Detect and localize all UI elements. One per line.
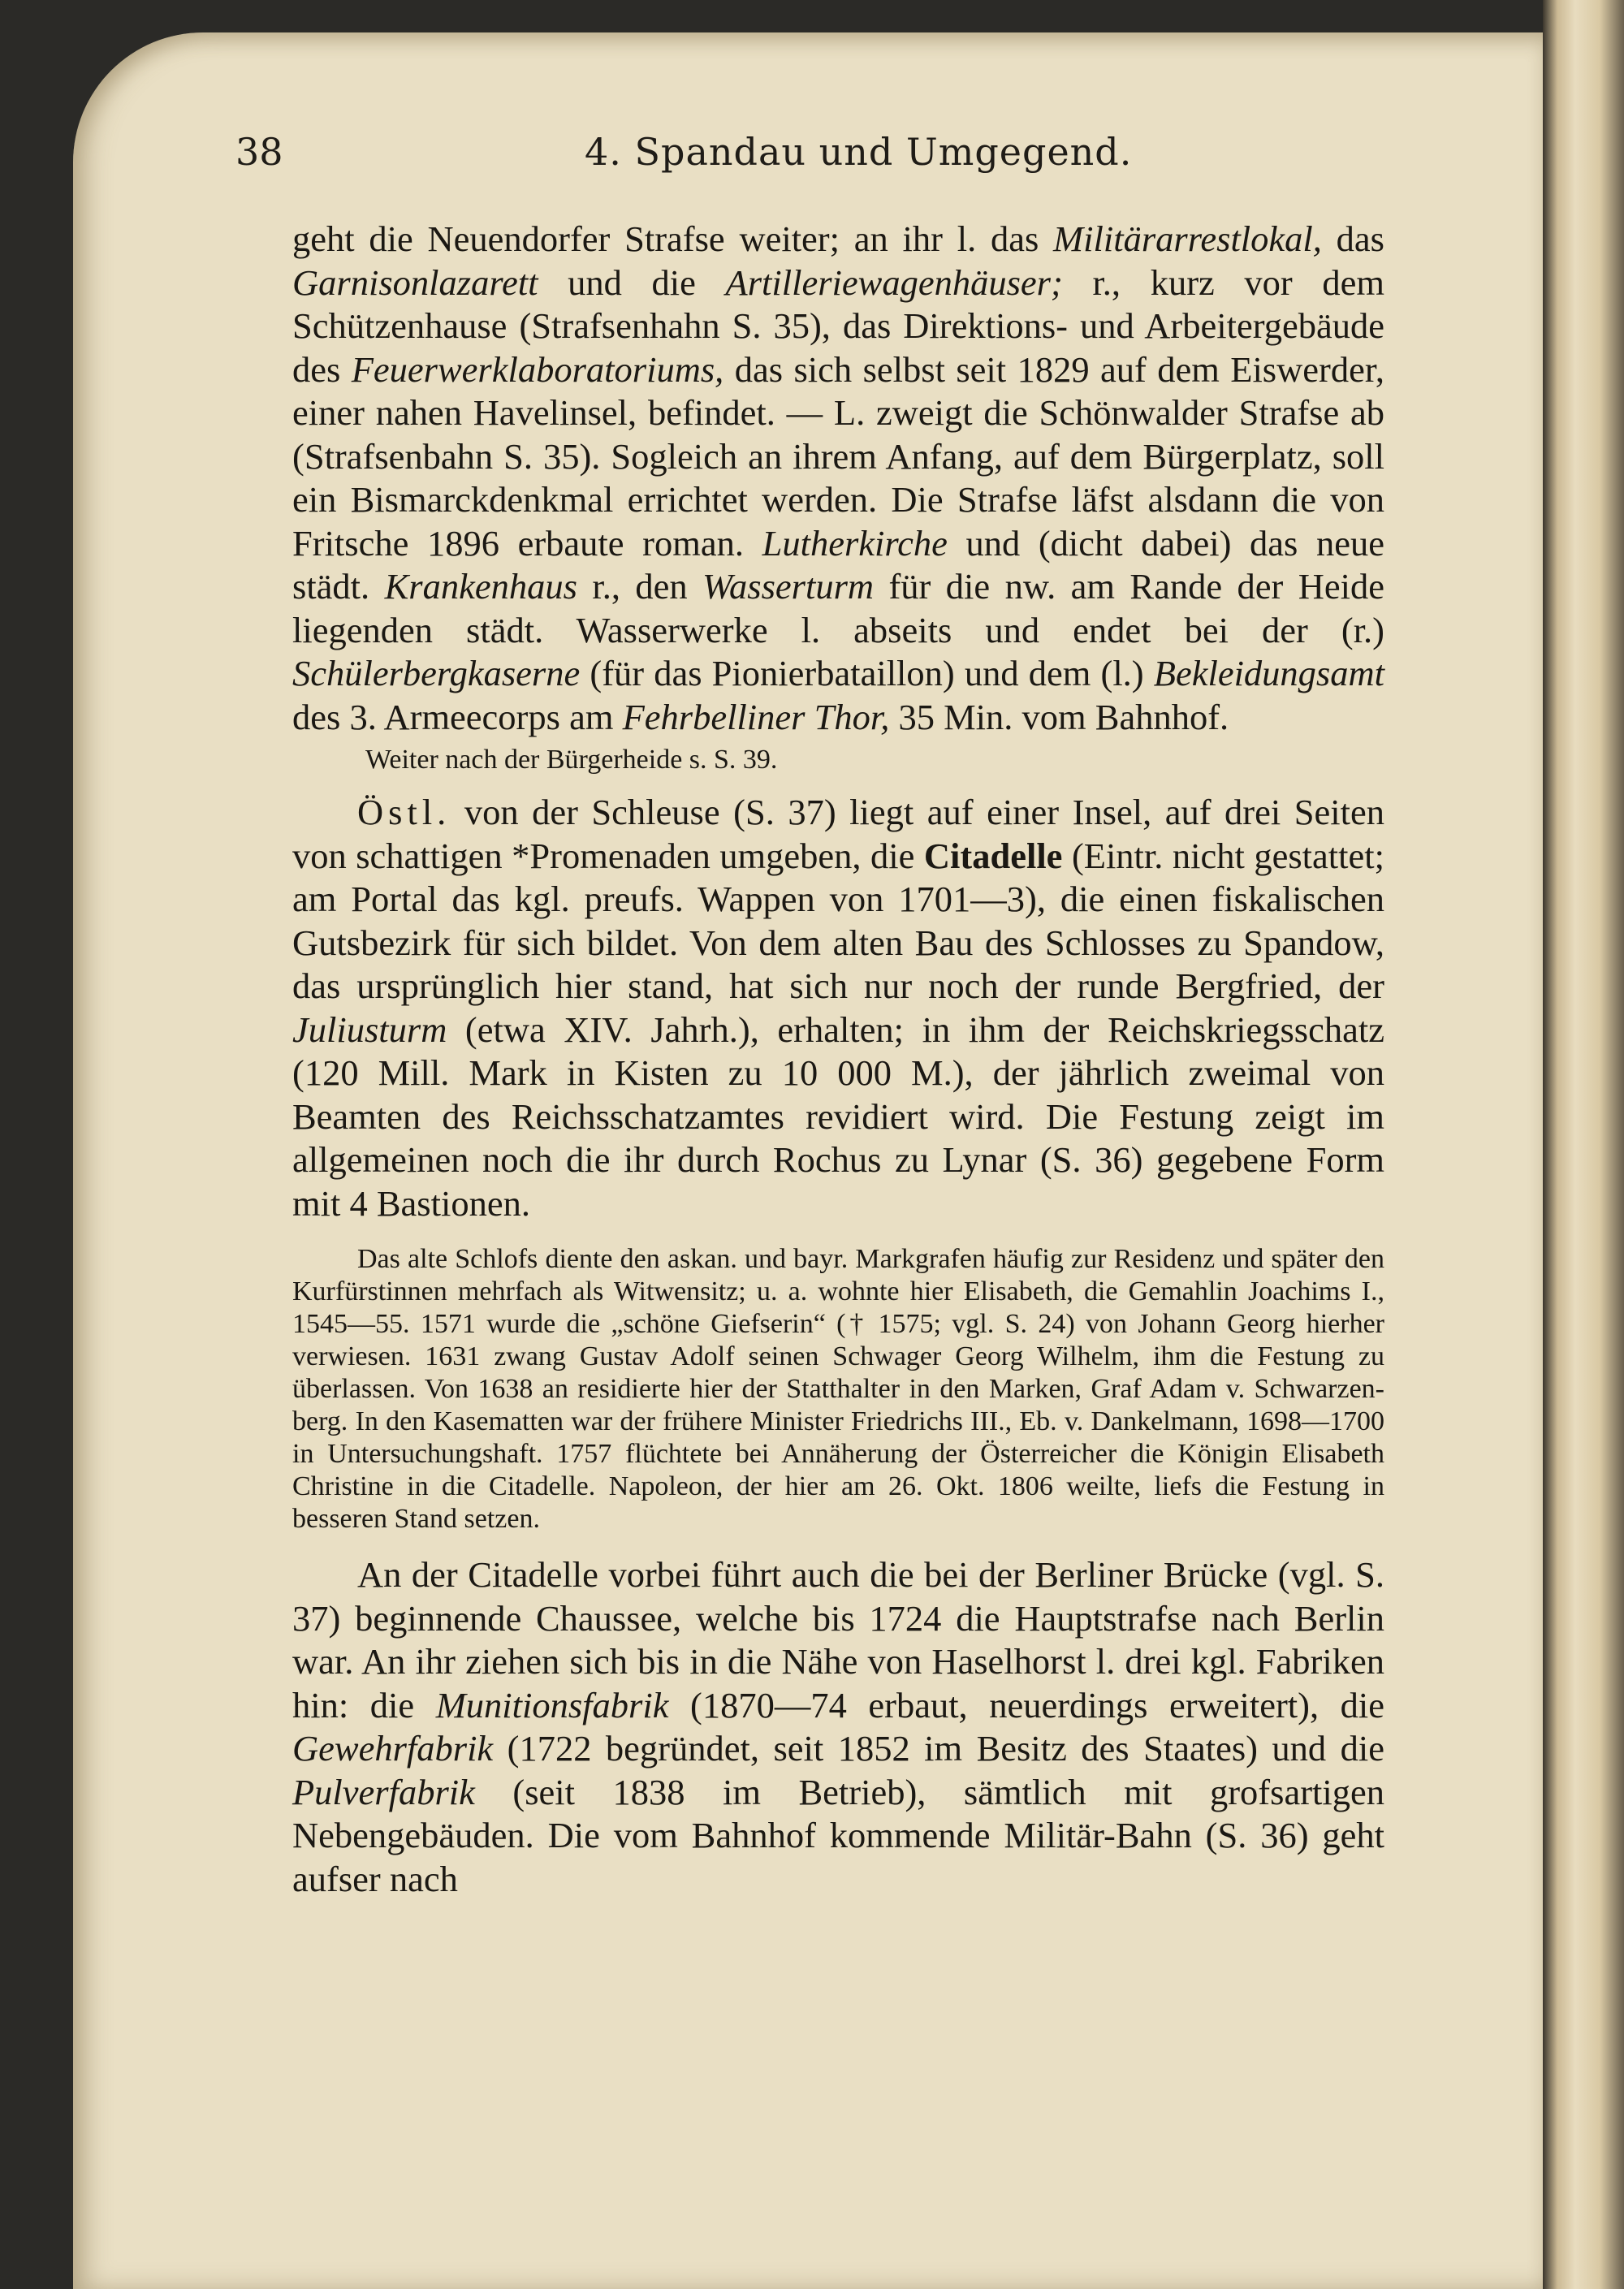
emphasis: Juliusturm	[292, 1008, 447, 1050]
emphasis: Schülerbergkaserne	[292, 653, 581, 693]
text-run: (etwa XIV. Jahrh.), erhalten; in ihm der Reichskriegsschatz (120 Mill. Mark in Kisten zu 10 000 M.), der jährlich zweimal von Beamten des Reichsschatzamtes revidiert wird. Die Festung zeigt im allgemeinen noch die ihr durch Rochus zu Lynar (S. 36) gegebene Form mit 4 Bastionen.	[292, 1008, 1384, 1224]
emphasis: Wasserturm	[702, 566, 875, 607]
text-run: (seit 1838 im Betrieb), sämtlich mit grofsartigen Nebengebäuden. Die vom Bahnhof kommende Militär-Bahn (S. 36) geht aufser nach	[292, 1771, 1384, 1899]
text-run: (1870—74 erbaut, neuerdings erweitert), die	[668, 1684, 1385, 1725]
emphasis: Feuerwerklaboratoriums,	[351, 348, 724, 390]
paragraph-neuendorfer-strasse	[292, 218, 1384, 739]
text-run: das sich selbst seit 1829 auf dem Eiswerder, einer nahen Havelinsel, befindet. — L. zweigt die Schönwalder Strafse ab (Strafsenbahn S. 35). Sogleich an ihrem Anfang, auf dem Bürgerplatz, soll ein Bismarckdenkmal errichtet werden. Die Strafse läfst alsdann die von Fritsche 1896 erbaute roman.	[292, 348, 1384, 564]
page-header	[235, 130, 1437, 187]
text-run: r., kurz vor dem Schützenhause (Strafsenhahn S. 35), das Direktions- und Arbeitergebäude des	[292, 261, 1384, 390]
emphasis: Bekleidungsamt	[1153, 653, 1384, 693]
text-run: des 3. Armeecorps am	[292, 696, 623, 737]
text-run: von der Schleuse (S. 37) liegt auf einer Insel, auf drei Seiten von schattigen *Promenaden umgeben, die	[292, 792, 1384, 876]
emphasis: Militärarrestlokal,	[1053, 218, 1322, 259]
text-run: und (dicht dabei) das neue städt.	[292, 522, 1384, 607]
text-run: geht die Neuendorfer Strafse weiter; an ihr l. das	[292, 218, 1054, 259]
emphasis: Artilleriewagenhäuser;	[725, 261, 1063, 303]
emphasis: Fehrbelliner Thor,	[622, 696, 890, 737]
text-run: 35 Min. vom Bahnhof.	[889, 696, 1229, 737]
note-buergerheide: Weiter nach der Bürgerheide s. S. 39.	[365, 745, 778, 775]
text-run: das	[1321, 218, 1385, 259]
emphasis: Munitionsfabrik	[435, 1684, 669, 1725]
page-body	[292, 218, 1384, 1901]
text-run: (1722 begründet, seit 1852 im Besitz des Staates) und die	[493, 1728, 1384, 1769]
book-edge	[1543, 0, 1624, 2289]
text-run: r., den	[577, 566, 703, 607]
emphasis: Gewehrfabrik	[292, 1728, 494, 1769]
emphasis: Garnisonlazarett	[292, 261, 538, 303]
bold-term: Citadelle	[923, 835, 1063, 876]
running-title: 4. Spandau und Umgegend.	[585, 130, 1133, 174]
paragraph-fabriken	[292, 1553, 1384, 1901]
page-number: 38	[235, 130, 283, 174]
paragraph-citadelle	[292, 791, 1384, 1225]
note-schloss-history: Das alte Schlofs diente den askan. und bayr. Markgrafen häufig zur Residenz und später den Kurfürstinnen mehrfach als Witwensitz; u. a. wohnte hier Elisabeth, die Gemahlin Joachims I., 1545—55. 1571 wurde die „schöne Giefserin“ († 1575; vgl. S. 24) von Johann Georg hierher verwiesen. 1631 zwang Gustav Adolf seinen Schwager Georg Wilhelm, ihm die Festung zu überlassen. Von 1638 an residierte hier der Statthalter in den Marken, Graf Adam v. Schwarzenberg. In den Kasematten war der frühere Minister Friedrichs III., Eb. v. Dankelmann, 1698—1700 in Untersuchungshaft. 1757 flüchtete bei Annäherung der Österreicher die Königin Elisabeth Christine in die Citadelle. Napoleon, der hier am 26. Okt. 1806 weilte, liefs die Festung in besseren Stand setzen.	[292, 1244, 1384, 1534]
spaced-text: Östl.	[357, 792, 451, 832]
text-run: An der Citadelle vorbei führt auch die bei der Berliner Brücke (vgl. S. 37) beginnende Chaussee, welche bis 1724 die Hauptstrafse nach Berlin war. An ihr ziehen sich bis in die Nähe von Haselhorst l. drei kgl. Fabriken hin: die	[292, 1554, 1384, 1725]
text-run: (für das Pionierbataillon) und dem (l.)	[580, 653, 1154, 693]
emphasis: Krankenhaus	[384, 566, 577, 607]
text-run: für die nw. am Rande der Heide liegenden städt. Wasserwerke l. abseits und endet bei der (r.)	[292, 566, 1384, 650]
emphasis: Pulverfabrik	[292, 1771, 475, 1812]
emphasis: Lutherkirche	[762, 522, 948, 564]
text-run: (Eintr. nicht gestattet; am Portal das kgl. preufs. Wappen von 1701—3), die einen fiskalischen Gutsbezirk für sich bildet. Von dem alten Bau des Schlosses zu Spandow, das ursprünglich hier stand, hat sich nur noch der runde Bergfried, der	[292, 835, 1384, 1006]
text-run: und die	[538, 261, 726, 303]
